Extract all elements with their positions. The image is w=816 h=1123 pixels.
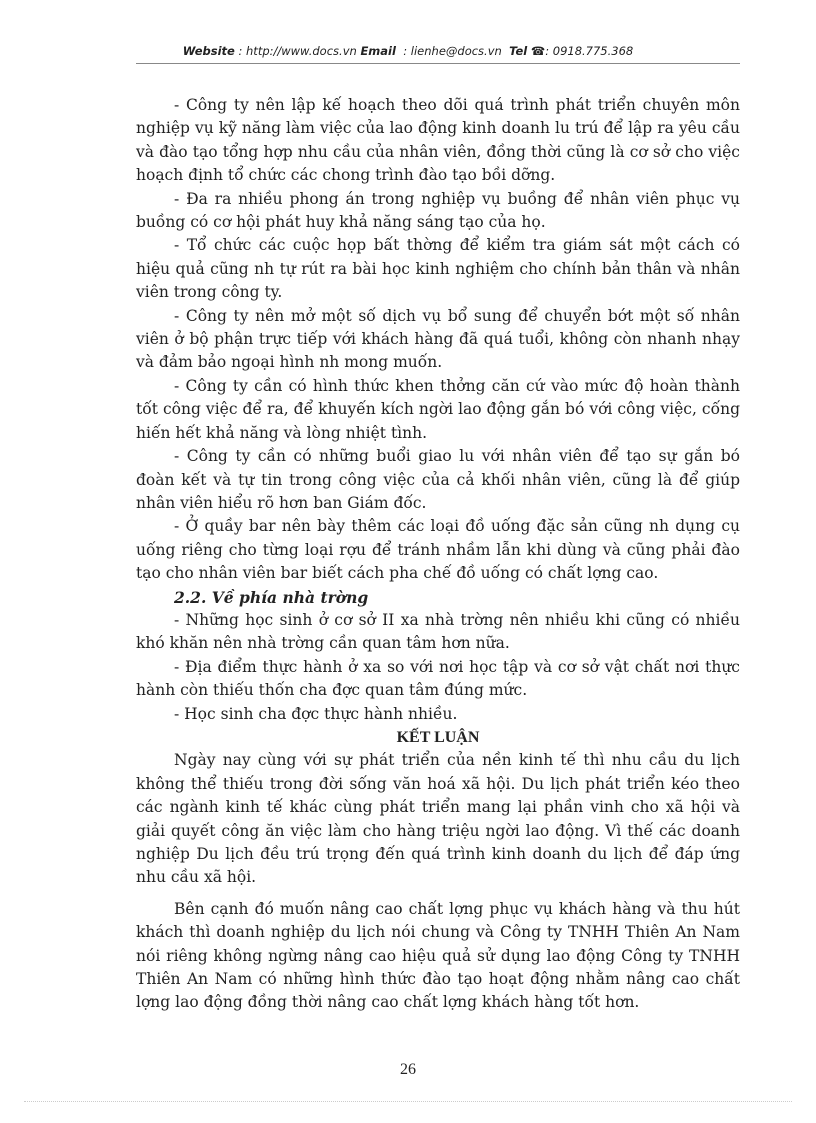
paragraph: Ngày nay cùng với sự phát triển của nền kinh tế thì nhu cầu du lịch không thể thiếu trong đời sống văn hoá xã hội. Du lịch phát triển kéo theo các ngành kinh tế khác cùng phát triển mang lại phần vinh cho xã hội và giải quyết công ăn việc làm cho hàng triệu ngời lao động. Vì thế các doanh nghiệp Du lịch đều trú trọng đến quá trình kinh doanh du lịch để đáp ứng nhu cầu xã hội. <box>136 751 740 887</box>
tel-value: 0918.775.368 <box>552 44 634 58</box>
paragraph: - Đa ra nhiều phong án trong nghiệp vụ buồng để nhân viên phục vụ buồng có cơ hội phát huy khả năng sáng tạo của họ. <box>136 189 740 232</box>
website-label: Website <box>182 44 235 58</box>
email-value[interactable]: lienhe@docs.vn <box>410 44 502 58</box>
header-divider <box>136 63 740 64</box>
paragraph: Bên cạnh đó muốn nâng cao chất lợng phục vụ khách hàng và thu hút khách thì doanh nghiệp du lịch nói chung và Công ty TNHH Thiên An Nam nói riêng không ngừng nâng cao hiệu quả sử dụng lao động Công ty TNHH Thiên An Nam có những hình thức đào tạo hoạt động nhằm nâng cao chất lợng lao động đồng thời nâng cao chất lợng khách hàng tốt hơn. <box>136 899 740 1012</box>
paragraph: - Những học sinh ở cơ sở II xa nhà trờng nên nhiều khi cũng có nhiều khó khăn nên nhà trờng cần quan tâm hơn nữa. <box>136 610 740 653</box>
paragraph: - Công ty cần có hình thức khen thởng căn cứ vào mức độ hoàn thành tốt công việc để ra, để khuyến kích ngời lao động gắn bó với công việc, cống hiến hết khả năng và lòng nhiệt tình. <box>136 376 740 442</box>
paragraph: - Tổ chức các cuộc họp bất thờng để kiểm tra giám sát một cách có hiệu quả cũng nh tự rút ra bài học kinh nghiệm cho chính bản thân và nhân viên trong công ty. <box>136 236 740 302</box>
tel-label: Tel <box>509 44 528 58</box>
page-bottom-divider <box>24 1101 792 1102</box>
paragraph: - Công ty nên mở một số dịch vụ bổ sung để chuyển bớt một số nhân viên ở bộ phận trực tiếp với khách hàng đã quá tuổi, không còn nhanh nhạy và đảm bảo ngoại hình nh mong muốn. <box>136 306 740 372</box>
paragraph: - Ở quầy bar nên bày thêm các loại đồ uống đặc sản cũng nh dụng cụ uống riêng cho từng loại rợu để tránh nhầm lẫn khi dùng và cũng phải đào tạo cho nhân viên bar biết cách pha chế đồ uống có chất lợng cao. <box>136 517 740 583</box>
conclusion-heading: KẾT LUẬN <box>396 728 480 746</box>
paragraph: - Công ty cần có những buổi giao lu với nhân viên để tạo sự gắn bó đoàn kết và tự tin trong công việc của cả khối nhân viên, cũng là để giúp nhân viên hiểu rõ hơn ban Giám đốc. <box>136 447 740 512</box>
paragraph: - Công ty nên lập kế hoạch theo dõi quá trình phát triển chuyên môn nghiệp vụ kỹ năng làm việc của lao động kinh doanh lu trú để lập ra yêu cầu và đào tạo tổng hợp nhu cầu của nhân viên, đồng thời cũng là cơ sở cho việc hoạch định tổ chức các chong trình đào tạo bồi dỡng. <box>136 96 740 185</box>
document-body <box>136 94 740 1015</box>
website-separator: : <box>234 44 247 58</box>
paragraph: - Địa điểm thực hành ở xa so với nơi học tập và cơ sở vật chất nơi thực hành còn thiếu thốn cha đợc quan tâm đúng mức. <box>136 657 740 700</box>
website-url[interactable]: http://www.docs.vn <box>246 44 357 58</box>
page-header: Website : http://www.docs.vn Email : lienhe@docs.vn Tel ☎: 0918.775.368 <box>182 44 634 58</box>
email-label: Email <box>360 44 396 58</box>
phone-icon: ☎ <box>530 44 546 58</box>
section-heading: 2.2. Về phía nhà trờng <box>174 587 369 607</box>
page-number: 26 <box>400 1061 416 1078</box>
paragraph: - Học sinh cha đợc thực hành nhiều. <box>174 704 458 723</box>
